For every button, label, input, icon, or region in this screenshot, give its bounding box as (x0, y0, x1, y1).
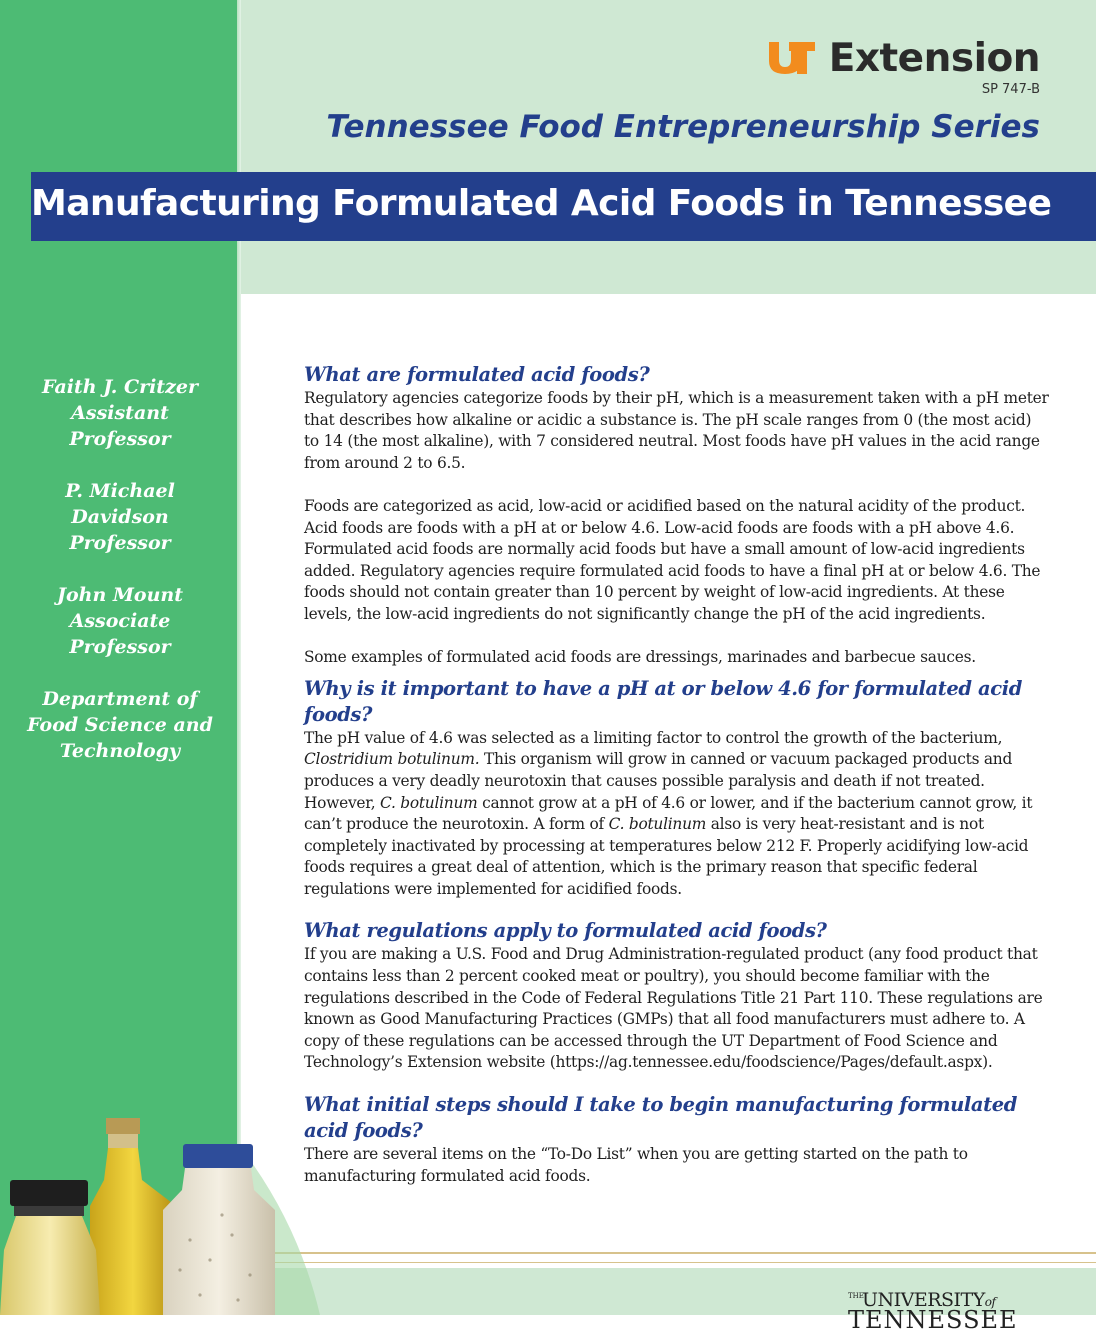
author-title: Professor (69, 428, 171, 450)
author-davidson (0, 478, 240, 556)
department-line: Department of (42, 688, 198, 710)
body-paragraph: Foods are categorized as acid, low-acid or acidified based on the natural acidity of the product. Acid foods are foods with a pH at or below 4.6. Low-acid foods are foods with a pH above 4.6. Formulated acid foods are normally acid foods but have a small amount of low-acid ingredients added. Regulatory agencies require formulated acid foods to have a final pH at or below 4.6. The foods should not contain greater than 10 percent by weight of low-acid ingredients. At these levels, the low-acid ingredients do not significantly change the pH of the acid ingredients. (304, 496, 1041, 623)
department-line: Food Science and (27, 714, 213, 736)
body-paragraph: Some examples of formulated acid foods are dressings, marinades and barbecue sauces. (304, 648, 976, 667)
author-title: Professor (69, 636, 171, 658)
department-line: Technology (59, 740, 181, 762)
section-heading: What are formulated acid foods? (304, 363, 650, 386)
ut-logo-icon (767, 40, 817, 76)
author-name: John Mount (56, 584, 183, 606)
ut-extension-logo (767, 36, 1040, 80)
body-paragraph: The pH value of 4.6 was selected as a limiting factor to control the growth of the bacterium, Clostridium botulinum. This organism will grow in canned or vacuum packaged products and produces a very deadly neurotoxin that causes possible paralysis and death if not treated. However, C. botulinum cannot grow at a pH of 4.6 or lower, and if the bacterium cannot grow, it can’t produce the neurotoxin. A form of C. botulinum also is very heat-resistant and is not completely inactivated by processing at temperatures below 212 F. Properly acidifying low-acid foods requires a great deal of attention, which is the primary reason that specific federal regulations were implemented for acidified foods. (304, 728, 1033, 898)
main-content (304, 362, 1050, 1187)
author-critzer (0, 374, 240, 452)
department (0, 686, 240, 764)
author-mount (0, 582, 240, 660)
body-paragraph: There are several items on the “To-Do List” when you are getting started on the path to manufacturing formulated acid foods. (304, 1145, 968, 1185)
body-paragraph: If you are making a U.S. Food and Drug Administration-regulated product (any food product that contains less than 2 percent cooked meat or poultry), you should become familiar with the regulations described in the Code of Federal Regulations Title 21 Part 110. These regulations are known as Good Manufacturing Practices (GMPs) that all food manufacturers must adhere to. A copy of these regulations can be accessed through the UT Department of Food Science and Technology’s Extension website (https://ag.tennessee.edu/foodscience/Pages/default.aspx). (304, 945, 1043, 1072)
author-name: Davidson (71, 506, 169, 528)
title-band (31, 172, 1096, 241)
section-heading: What regulations apply to formulated acid foods? (304, 919, 827, 943)
author-title: Assistant (71, 402, 169, 424)
series-title: Tennessee Food Entrepreneurship Series (326, 109, 1040, 145)
section-heading: Why is it important to have a pH at or below 4.6 for formulated acid foods? (304, 676, 1022, 726)
author-name: Faith J. Critzer (42, 376, 198, 398)
university-of-tennessee-logo: THE UNIVERSITYof TENNESSEE (848, 1289, 1018, 1334)
logo-wordmark: Extension (828, 35, 1040, 81)
footer-divider (241, 1252, 1096, 1263)
section-heading: What initial steps should I take to begin manufacturing formulated acid foods? (304, 1093, 1017, 1143)
author-name: P. Michael (65, 480, 175, 502)
author-title: Associate (69, 610, 171, 632)
bottles-illustration (0, 1110, 320, 1315)
author-title: Professor (69, 532, 171, 554)
body-paragraph: Regulatory agencies categorize foods by their pH, which is a measurement taken with a pH meter that describes how alkaline or acidic a substance is. The pH scale ranges from 0 (the most acid) to 14 (the most alkaline), with 7 considered neutral. Most foods have pH values in the acid range from around 2 to 6.5. (304, 389, 1049, 472)
publication-number: SP 747-B (981, 82, 1040, 97)
author-list (0, 374, 240, 790)
page-title: Manufacturing Formulated Acid Foods in Tennessee (31, 183, 1052, 224)
